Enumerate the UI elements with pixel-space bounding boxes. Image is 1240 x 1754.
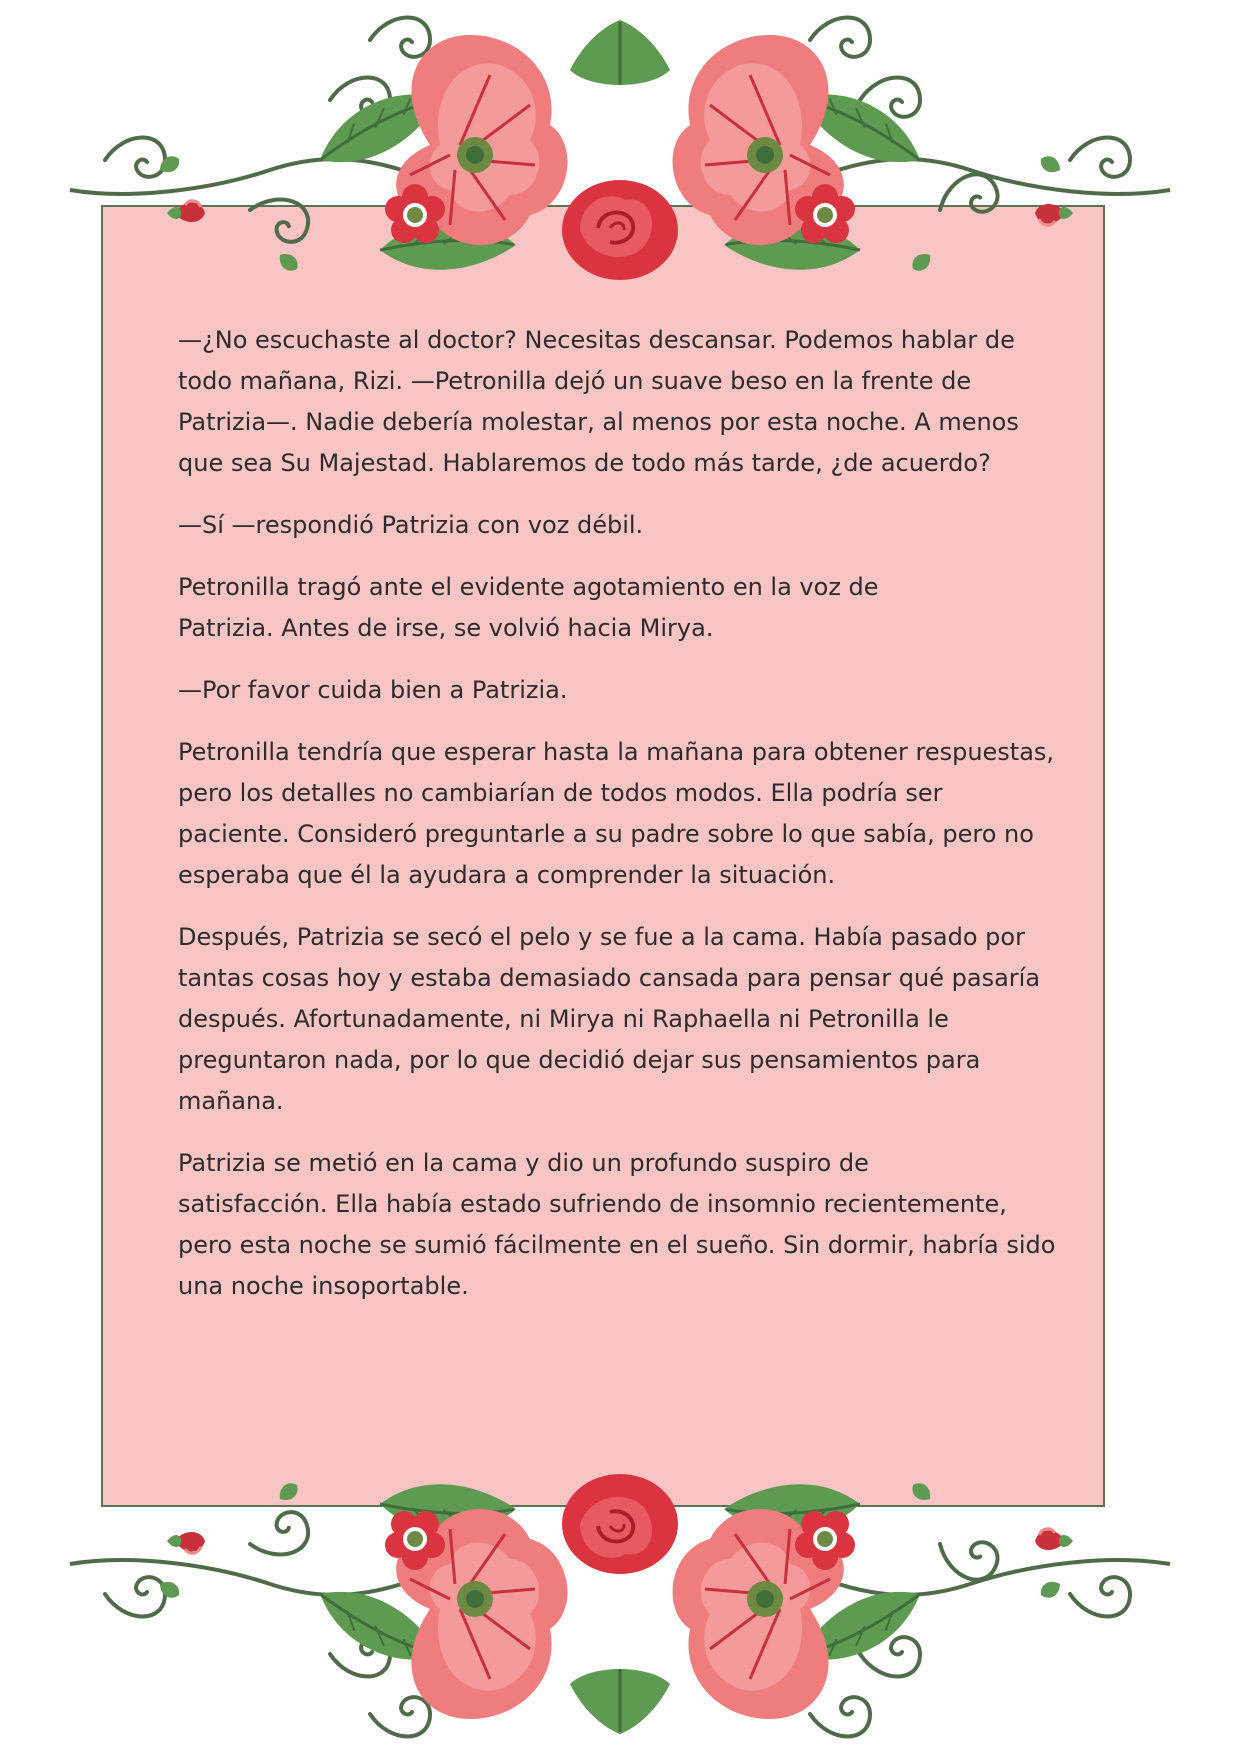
- floral-ornament-icon: [50, 0, 1190, 330]
- paragraph: Después, Patrizia se secó el pelo y se fue a la cama. Había pasado por tantas cosas hoy y estaba demasiado cansada para pensar qué pasaría después. Afortunadamente, ni Mirya ni Raphaella ni Petronilla le preguntaron nada, por lo que decidió dejar sus pensamientos para mañana.: [178, 923, 1041, 1115]
- paragraph: Patrizia se metió en la cama y dio un profundo suspiro de satisfacción. Ella había estado sufriendo de insomnio recientemente, pero esta noche se sumió fácilmente en el sueño. Sin dormir, habría sido una noche insoportable.: [178, 1149, 1056, 1300]
- paragraph: —¿No escuchaste al doctor? Necesitas descansar. Podemos hablar de todo mañana, Rizi. —Petronilla dejó un suave beso en la frente de Patrizia—. Nadie debería molestar, al menos por esta noche. A menos que sea Su Majestad. Hablaremos de todo más tarde, ¿de acuerdo?: [178, 326, 1019, 477]
- paragraph: —Sí —respondió Patrizia con voz débil.: [178, 511, 644, 539]
- paragraph: Petronilla tragó ante el evidente agotamiento en la voz de Patrizia. Antes de irse, se volvió hacia Mirya.: [178, 573, 879, 642]
- paragraph: Petronilla tendría que esperar hasta la mañana para obtener respuestas, pero los detalles no cambiarían de todos modos. Ella podría ser paciente. Consideró preguntarle a su padre sobre lo que sabía, pero no esperaba que él la ayudara a comprender la situación.: [178, 738, 1055, 889]
- story-text: [178, 320, 1078, 1328]
- paragraph: —Por favor cuida bien a Patrizia.: [178, 676, 568, 704]
- floral-ornament-icon: [50, 1424, 1190, 1754]
